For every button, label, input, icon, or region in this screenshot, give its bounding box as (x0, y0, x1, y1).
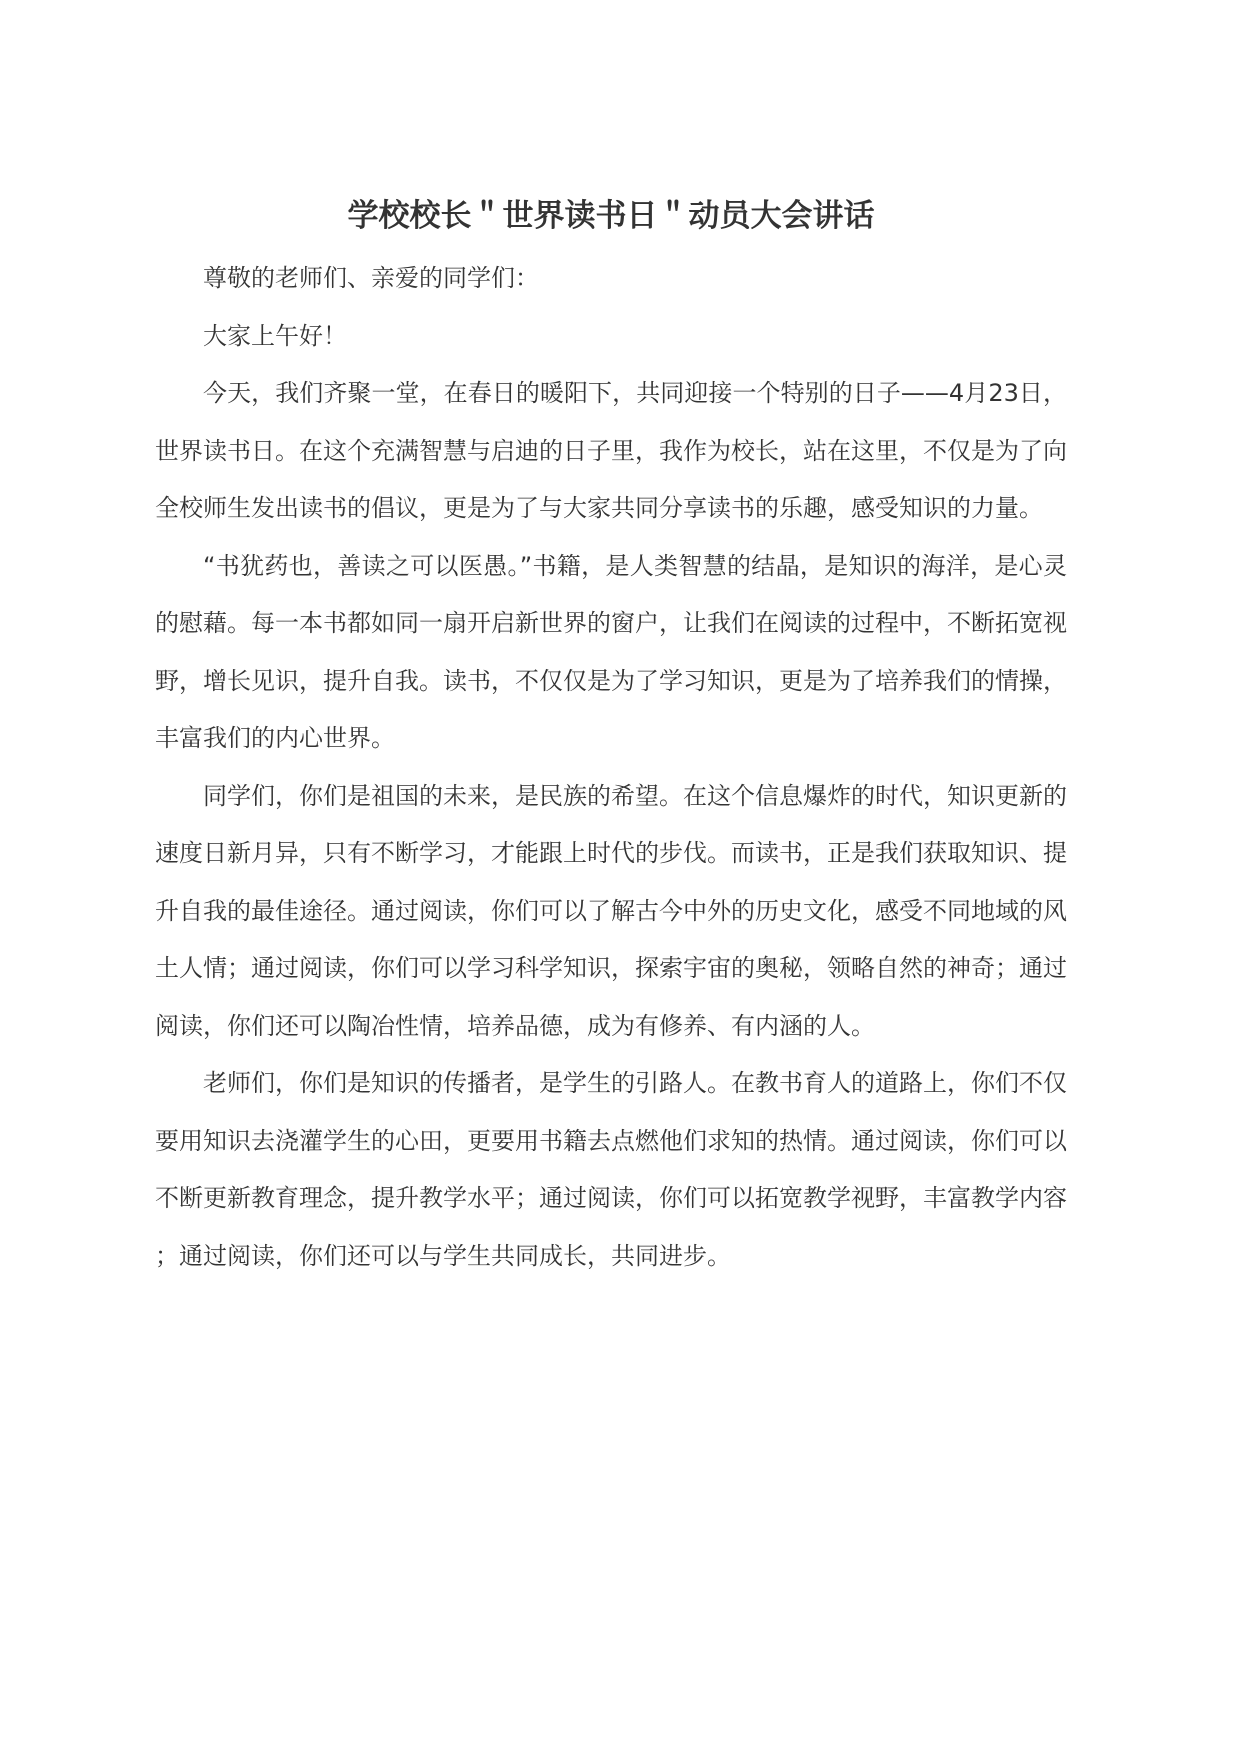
paragraph-greeting: 大家上午好！ (203, 321, 347, 350)
paragraph-salutation: 尊敬的老师们、亲爱的同学们： (203, 264, 539, 292)
paragraph-to-students: 同学们，你们是祖国的未来，是民族的希望。在这个信息爆炸的时代，知识更新的速度日新月异，只有不断学习，才能跟上时代的步伐。而读书，正是我们获取知识、提升自我的最佳途径。通过阅读，你们可以了解古今中外的历史文化，感受不同地域的风土人情；通过阅读，你们可以学习科学知识，探索宇宙的奥秘，领略自然的神奇；通过阅读，你们还可以陶冶性情，培养品德，成为有修养、有内涵的人。 (155, 781, 1067, 1040)
paragraph-introduction: 今天，我们齐聚一堂，在春日的暖阳下，共同迎接一个特别的日子——4月23日，世界读书日。在这个充满智慧与启迪的日子里，我作为校长，站在这里，不仅是为了向全校师生发出读书的倡议，更是为了与大家共同分享读书的乐趣，感受知识的力量。 (155, 379, 1067, 522)
document-body (155, 188, 1067, 1285)
paragraph-to-teachers: 老师们，你们是知识的传播者，是学生的引路人。在教书育人的道路上，你们不仅要用知识去浇灌学生的心田，更要用书籍去点燃他们求知的热情。通过阅读，你们可以不断更新教育理念，提升教学水平；通过阅读，你们可以拓宽教学视野，丰富教学内容；通过阅读，你们还可以与学生共同成长，共同进步。 (155, 1069, 1067, 1270)
document-title: 学校校长＂世界读书日＂动员大会讲话 (347, 198, 875, 234)
paragraph-value-of-books: “书犹药也，善读之可以医愚。”书籍，是人类智慧的结晶，是知识的海洋，是心灵的慰藉。每一本书都如同一扇开启新世界的窗户，让我们在阅读的过程中，不断拓宽视野，增长见识，提升自我。读书，不仅仅是为了学习知识，更是为了培养我们的情操，丰富我们的内心世界。 (155, 551, 1067, 752)
